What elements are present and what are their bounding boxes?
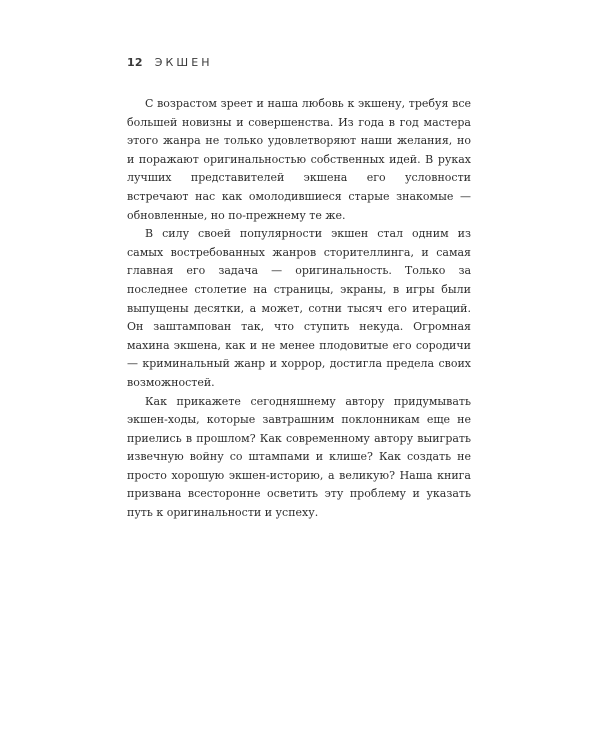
body-text	[127, 95, 471, 523]
paragraph-3: Как прикажете сегодняшнему автору придумывать экшен-ходы, которые завтрашним поклонникам еще не приелись в прошлом? Как современному автору выиграть извечную войну со штампами и клише? Как создать не просто хорошую экшен-историю, а великую? Наша книга призвана всесторонне осветить эту проблему и указать путь к оригинальности и успеху.	[127, 394, 471, 520]
section-title: ЭКШЕН	[154, 55, 213, 69]
page-number: 12	[127, 55, 143, 69]
paragraph-2: В силу своей популярности экшен стал одним из самых востребованных жанров сторителлинга, и самая главная его задача — оригинальность. Только за последнее столетие на страницы, экраны, в игры были выпущены десятки, а может, сотни тысяч его итераций. Он заштампован так, что ступить некуда. Огромная махина экшена, как и не менее плодовитые его сородичи — криминальный жанр и хоррор, достигла предела своих возможностей.	[127, 227, 471, 389]
paragraph-1: С возрастом зреет и наша любовь к экшену, требуя все большей новизны и совершенства. Из года в год мастера этого жанра не только удовлетворяют наши желания, но и поражают оригинальностью собственных идей. В руках лучших представителей экшена его условности встречают нас как омолодившиеся старые знакомые — обновленные, но по-прежнему те же.	[127, 97, 471, 222]
running-head	[127, 55, 213, 69]
